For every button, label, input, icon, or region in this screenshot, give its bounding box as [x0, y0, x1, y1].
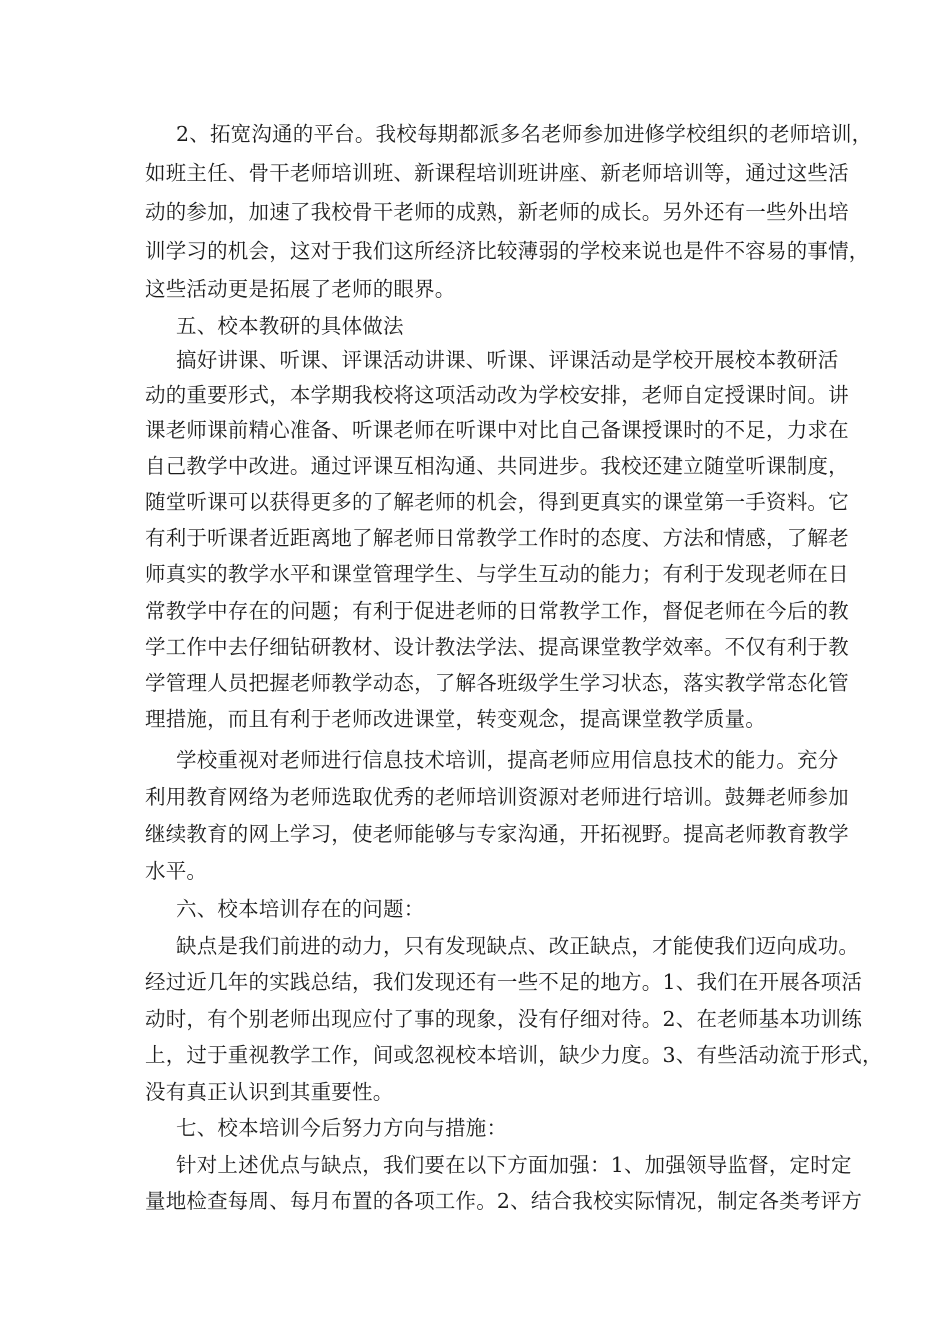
text-line: 水平。	[145, 859, 208, 883]
text-line: 动的重要形式，本学期我校将这项活动改为学校安排，老师自定授课时间。讲	[145, 383, 849, 407]
text-line: 2、拓宽沟通的平台。我校每期都派多名老师参加进修学校组织的老师培训，	[176, 122, 873, 146]
text-line: 这些活动更是拓展了老师的眼界。	[145, 277, 456, 301]
text-line: 学管理人员把握老师教学动态，了解各班级学生学习状态，落实教学常态化管	[145, 671, 849, 695]
text-line: 课老师课前精心准备、听课老师在听课中对比自己备课授课时的不足，力求在	[145, 418, 849, 442]
text-line: 动时，有个别老师出现应付了事的现象，没有仔细对待。2、在老师基本功训练	[145, 1007, 863, 1031]
text-line: 学工作中去仔细钻研教材、设计教法学法、提高课堂教学效率。不仅有利于教	[145, 635, 849, 659]
section-heading: 七、校本培训今后努力方向与措施：	[176, 1116, 508, 1140]
text-line: 没有真正认识到其重要性。	[145, 1080, 394, 1104]
text-line: 针对上述优点与缺点，我们要在以下方面加强：1、加强领导监督，定时定	[176, 1153, 852, 1177]
text-line: 利用教育网络为老师选取优秀的老师培训资源对老师进行培训。鼓舞老师参加	[145, 785, 849, 809]
text-line: 如班主任、骨干老师培训班、新课程培训班讲座、新老师培训等，通过这些活	[145, 161, 849, 185]
text-line: 自己教学中改进。通过评课互相沟通、共同进步。我校还建立随堂听课制度，	[145, 454, 849, 478]
section-heading: 六、校本培训存在的问题：	[176, 897, 425, 921]
section-heading: 五、校本教研的具体做法	[176, 314, 404, 338]
text-line: 学校重视对老师进行信息技术培训，提高老师应用信息技术的能力。充分	[176, 748, 839, 772]
text-line: 师真实的教学水平和课堂管理学生、与学生互动的能力；有利于发现老师在日	[145, 562, 849, 586]
text-line: 继续教育的网上学习，使老师能够与专家沟通，开拓视野。提高老师教育教学	[145, 822, 849, 846]
text-line: 搞好讲课、听课、评课活动讲课、听课、评课活动是学校开展校本教研活	[176, 348, 839, 372]
text-line: 经过近几年的实践总结，我们发现还有一些不足的地方。1、我们在开展各项活	[145, 970, 863, 994]
text-line: 训学习的机会，这对于我们这所经济比较薄弱的学校来说也是件不容易的事情，	[145, 239, 870, 263]
text-line: 有利于听课者近距离地了解老师日常教学工作时的态度、方法和情感，了解老	[145, 526, 849, 550]
text-line: 缺点是我们前进的动力，只有发现缺点、改正缺点，才能使我们迈向成功。	[176, 934, 860, 958]
text-line: 随堂听课可以获得更多的了解老师的机会，得到更真实的课堂第一手资料。它	[145, 490, 849, 514]
text-line: 动的参加，加速了我校骨干老师的成熟，新老师的成长。另外还有一些外出培	[145, 200, 849, 224]
text-line: 理措施，而且有利于老师改进课堂，转变观念，提高课堂教学质量。	[145, 707, 766, 731]
text-line: 常教学中存在的问题；有利于促进老师的日常教学工作，督促老师在今后的教	[145, 599, 849, 623]
text-line: 量地检查每周、每月布置的各项工作。2、结合我校实际情况，制定各类考评方	[145, 1189, 863, 1213]
text-line: 上，过于重视教学工作，间或忽视校本培训，缺少力度。3、有些活动流于形式，	[145, 1043, 883, 1067]
